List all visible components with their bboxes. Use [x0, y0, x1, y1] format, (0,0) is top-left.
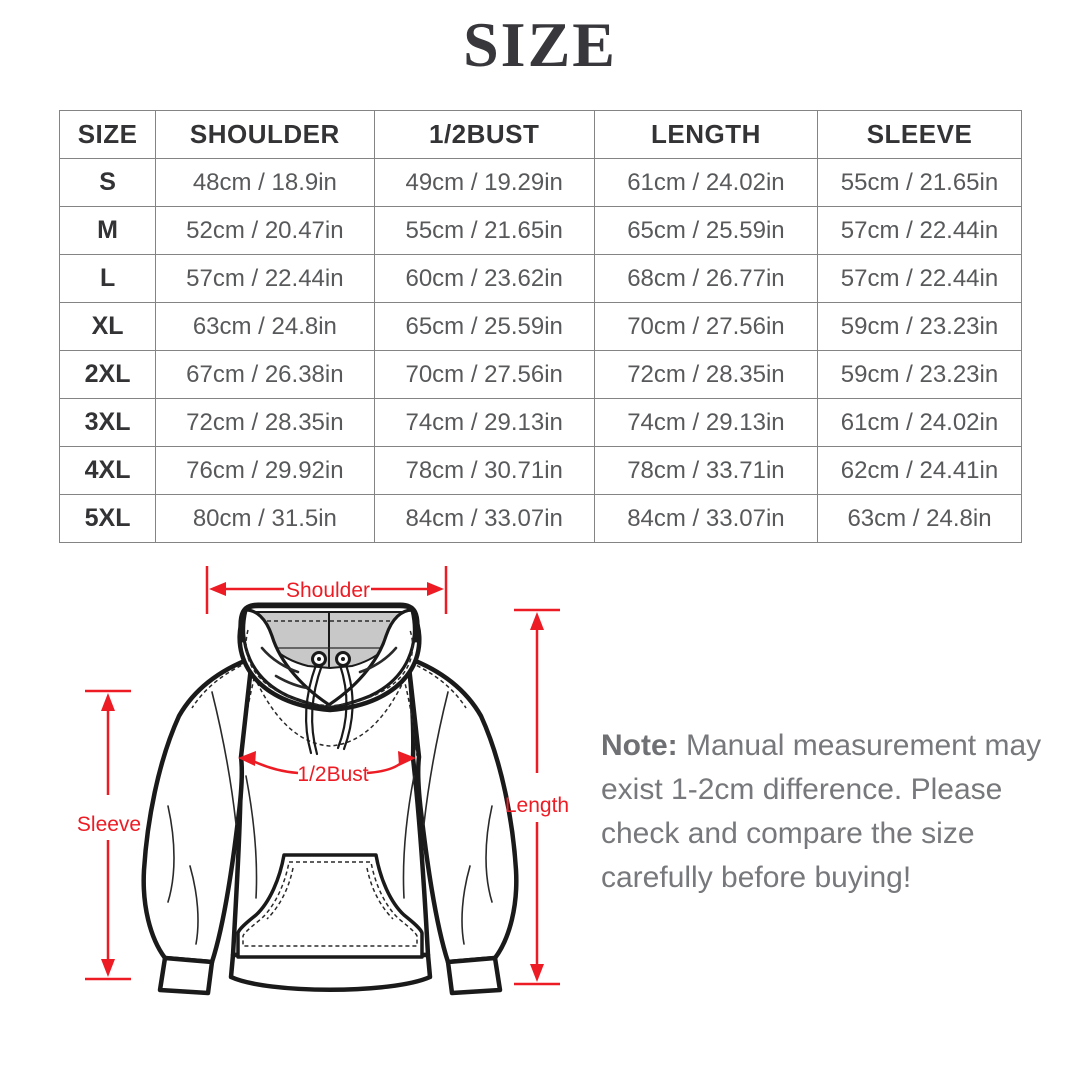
measurement-cell: 49cm / 19.29in: [374, 159, 594, 207]
size-cell: 4XL: [60, 447, 156, 495]
hem-band: [231, 955, 430, 990]
sleeve-dimension-label: Sleeve: [76, 813, 142, 836]
measurement-cell: 61cm / 24.02in: [818, 399, 1022, 447]
size-table: [59, 110, 1022, 543]
size-cell: XL: [60, 303, 156, 351]
column-header: SHOULDER: [156, 111, 374, 159]
length-dimension-label: Length: [504, 794, 570, 817]
measurement-cell: 78cm / 33.71in: [594, 447, 817, 495]
sleeve-dimension: [77, 691, 141, 979]
note-line: exist 1-2cm difference. Please: [601, 773, 1003, 806]
note-line: [601, 724, 1071, 768]
measurement-cell: 78cm / 30.71in: [374, 447, 594, 495]
size-cell: L: [60, 255, 156, 303]
measurement-cell: 76cm / 29.92in: [156, 447, 374, 495]
table-row: [60, 495, 1022, 543]
length-dimension: [505, 610, 569, 984]
measurement-cell: 60cm / 23.62in: [374, 255, 594, 303]
size-cell: 3XL: [60, 399, 156, 447]
measurement-cell: 80cm / 31.5in: [156, 495, 374, 543]
measurement-cell: 67cm / 26.38in: [156, 351, 374, 399]
measurement-cell: 72cm / 28.35in: [156, 399, 374, 447]
measurement-note: [601, 724, 1071, 900]
column-header: LENGTH: [594, 111, 817, 159]
measurement-cell: 62cm / 24.41in: [818, 447, 1022, 495]
measurement-cell: 57cm / 22.44in: [156, 255, 374, 303]
table-row: [60, 447, 1022, 495]
table-row: [60, 159, 1022, 207]
note-label: Note:: [601, 729, 678, 762]
measurement-cell: 52cm / 20.47in: [156, 207, 374, 255]
table-row: [60, 255, 1022, 303]
column-header: SLEEVE: [818, 111, 1022, 159]
hoodie-measurement-diagram: [0, 555, 600, 1025]
measurement-cell: 65cm / 25.59in: [594, 207, 817, 255]
note-text: Manual measurement may: [686, 729, 1042, 762]
measurement-cell: 84cm / 33.07in: [594, 495, 817, 543]
page-title: SIZE: [463, 9, 617, 80]
measurement-cell: 74cm / 29.13in: [374, 399, 594, 447]
size-cell: S: [60, 159, 156, 207]
measurement-cell: 55cm / 21.65in: [374, 207, 594, 255]
size-cell: 5XL: [60, 495, 156, 543]
note-line: carefully before buying!: [601, 861, 912, 894]
measurement-cell: 59cm / 23.23in: [818, 351, 1022, 399]
measurement-cell: 70cm / 27.56in: [594, 303, 817, 351]
size-table-header-row: [60, 111, 1022, 159]
column-header: SIZE: [60, 111, 156, 159]
size-cell: 2XL: [60, 351, 156, 399]
table-row: [60, 399, 1022, 447]
half-bust-dimension-label: 1/2Bust: [297, 763, 369, 786]
measurement-cell: 57cm / 22.44in: [818, 255, 1022, 303]
table-row: [60, 303, 1022, 351]
measurement-cell: 68cm / 26.77in: [594, 255, 817, 303]
measurement-cell: 55cm / 21.65in: [818, 159, 1022, 207]
measurement-cell: 61cm / 24.02in: [594, 159, 817, 207]
measurement-cell: 65cm / 25.59in: [374, 303, 594, 351]
hoodie-illustration: [144, 605, 517, 993]
shoulder-dimension-label: Shoulder: [285, 579, 371, 602]
right-cuff: [448, 958, 500, 993]
measurement-cell: 72cm / 28.35in: [594, 351, 817, 399]
table-row: [60, 207, 1022, 255]
note-line: check and compare the size: [601, 817, 975, 850]
measurement-cell: 48cm / 18.9in: [156, 159, 374, 207]
measurement-cell: 59cm / 23.23in: [818, 303, 1022, 351]
measurement-cell: 57cm / 22.44in: [818, 207, 1022, 255]
measurement-cell: 70cm / 27.56in: [374, 351, 594, 399]
measurement-cell: 63cm / 24.8in: [818, 495, 1022, 543]
table-row: [60, 351, 1022, 399]
measurement-cell: 63cm / 24.8in: [156, 303, 374, 351]
column-header: 1/2BUST: [374, 111, 594, 159]
measurement-cell: 74cm / 29.13in: [594, 399, 817, 447]
measurement-cell: 84cm / 33.07in: [374, 495, 594, 543]
size-cell: M: [60, 207, 156, 255]
left-cuff: [160, 958, 212, 993]
